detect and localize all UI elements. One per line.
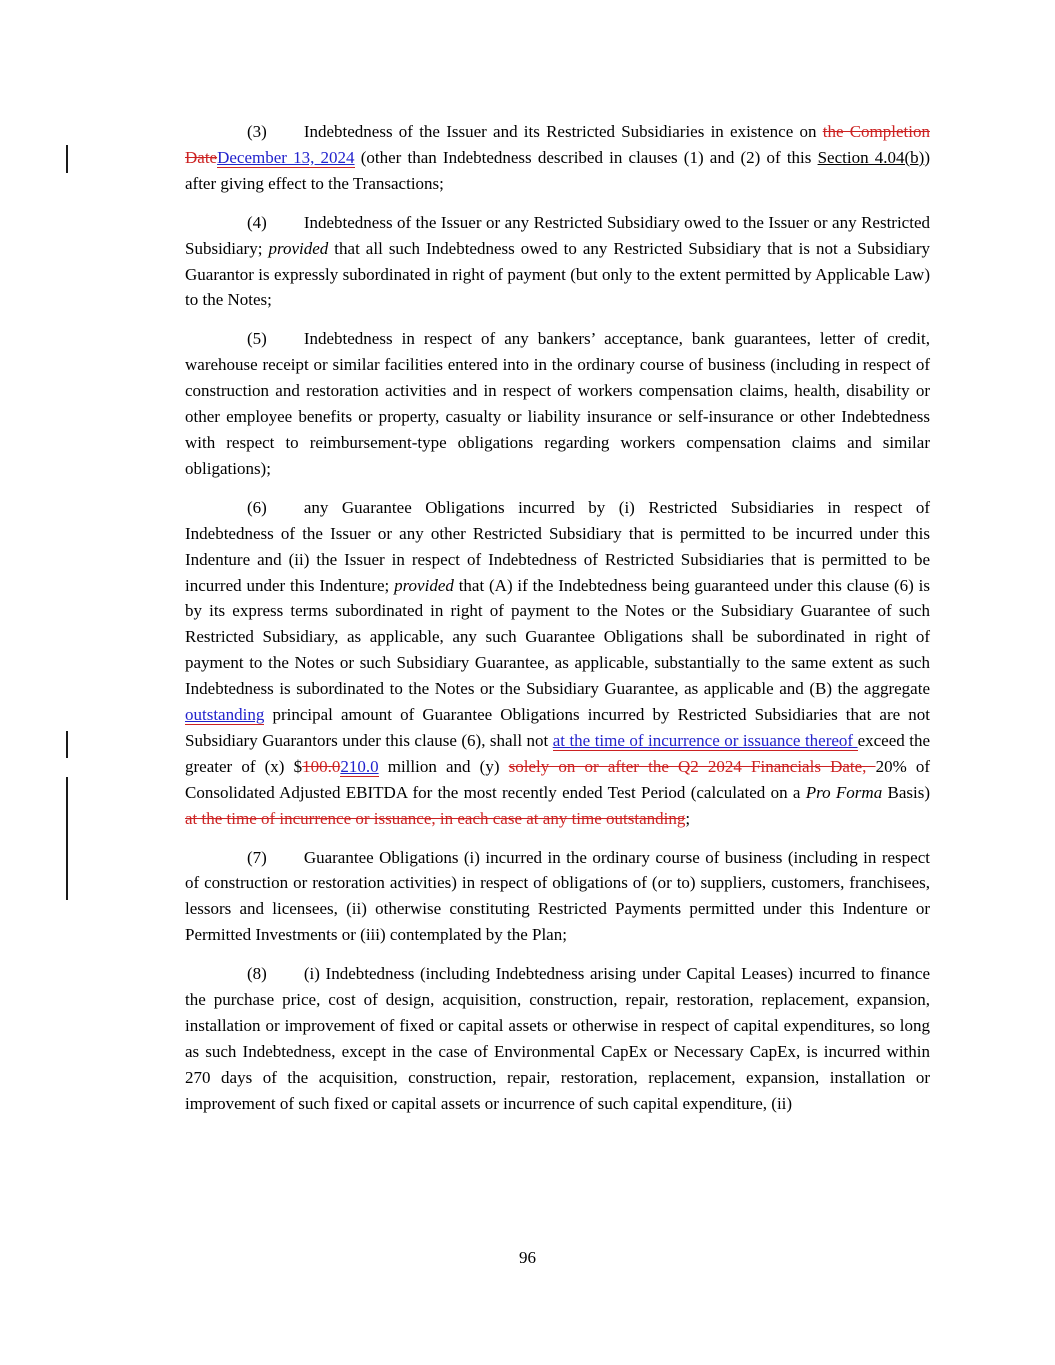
text-segment: Indebtedness of the Issuer and its Restricted Subsidiaries in existence on xyxy=(303,122,823,141)
paragraph-clause-4 xyxy=(185,210,930,314)
clause-number: (6) xyxy=(247,497,267,517)
inserted-text: December 13, 2024 xyxy=(217,147,355,167)
document-body xyxy=(185,119,930,1130)
text-segment: that (A) if the Indebtedness being guaranteed under this clause (6) is by its express terms subordinated in right of payment to the Notes or the Subsidiary Guarantee of such Restricted Subsidiary, as applicable, any such Guarantee Obligations shall be subordinated in right of payment to the Notes or such Subsidiary Guarantee, as applicable, substantially to the same extent as such Indebtedness is subordinated to the Notes or the Subsidiary Guarantee, as applicable and (B) the aggregate xyxy=(185,575,930,699)
text-segment: principal amount of Guarantee Obligations incurred by Restricted Subsidiaries that are not Subsidiary Guarantors under this clause (6), shall not xyxy=(185,705,930,750)
text-segment: (i) Indebtedness (including Indebtedness arising under Capital Leases) incurred to finance the purchase price, cost of design, acquisition, construction, repair, restoration, replacement, expansion, installation or improvement of fixed or capital assets or otherwise in respect of capital expenditures, so long as such Indebtedness, except in the case of Environmental CapEx or Necessary CapEx, is incurred within 270 days of the acquisition, construction, repair, restoration, replacement, expansion, installation or improvement of such fixed or capital assets or incurrence of such capital expenditure, (ii) xyxy=(185,964,930,1113)
change-bar xyxy=(66,145,68,173)
clause-number: (3) xyxy=(247,122,267,141)
text-segment: Basis) xyxy=(882,782,931,802)
clause-number: (8) xyxy=(247,964,267,984)
deleted-text: at the time of incurrence or issuance, in each case at any time outstanding xyxy=(185,808,686,828)
change-bar xyxy=(66,777,68,900)
paragraph-clause-3 xyxy=(185,119,930,197)
paragraph-clause-5 xyxy=(185,326,930,481)
text-segment: ) after giving effect to the Transactions; xyxy=(185,147,930,193)
italic-text: Pro Forma xyxy=(805,782,883,802)
paragraph-clause-8 xyxy=(185,961,930,1116)
text-segment: Guarantee Obligations (i) incurred in the ordinary course of business (including in respect of construction or restoration activities) in respect of obligations of (or to) suppliers, customers, franchisees, lessors and licensees, (ii) otherwise constituting Restricted Payments permitted under this Indenture or Permitted Investments or (iii) contemplated by the Plan; xyxy=(185,847,930,945)
inserted-text: outstanding xyxy=(185,705,265,725)
change-bar xyxy=(66,731,68,758)
italic-text: provided xyxy=(394,575,454,595)
text-segment: Indebtedness in respect of any bankers’ acceptance, bank guarantees, letter of credit, warehouse receipt or similar facilities entered into in the ordinary course of business (including in respect of construction and restoration activities and in respect of workers compensation claims, health, disability or other employee benefits or property, casualty or liability insurance or self-insurance or other Indebtedness with respect to reimbursement-type obligations regarding workers compensation claims and similar obligations); xyxy=(185,329,930,478)
text-segment: 20% of Consolidated Adjusted EBITDA for the most recently ended Test Period (calculated on a xyxy=(185,756,931,802)
section-reference: Section 4.04(b) xyxy=(817,147,925,167)
italic-text: provided xyxy=(268,238,329,258)
deleted-text: solely on or after the Q2 2024 Financials Date, xyxy=(508,756,876,776)
clause-number: (5) xyxy=(247,329,267,349)
text-segment: ; xyxy=(685,808,691,828)
clause-number: (7) xyxy=(247,847,267,867)
paragraph-clause-6 xyxy=(185,495,930,832)
clause-number: (4) xyxy=(247,212,267,232)
page-number: 96 xyxy=(519,1248,536,1267)
deleted-text: the Completion Date xyxy=(185,122,930,167)
text-segment: any Guarantee Obligations incurred by (i) Restricted Subsidiaries in respect of Indebtedness of the Issuer or any other Restricted Subsidiary that is permitted to be incurred under this Indenture and (ii) the Issuer in respect of Indebtedness of Restricted Subsidiaries that is permitted to be incurred under this Indenture; xyxy=(185,497,930,595)
text-segment: (other than Indebtedness described in clauses (1) and (2) of this xyxy=(354,147,818,167)
text-segment: exceed the greater of (x) $ xyxy=(185,730,931,776)
text-segment: that all such Indebtedness owed to any Restricted Subsidiary that is not a Subsidiary Guarantor is expressly subordinated in right of payment (but only to the extent permitted by Applicable Law) to the Notes; xyxy=(185,238,930,310)
inserted-text: 210.0 xyxy=(340,756,379,776)
paragraph-clause-7 xyxy=(185,845,930,949)
text-segment: Indebtedness of the Issuer or any Restricted Subsidiary owed to the Issuer or any Restricted Subsidiary; xyxy=(185,212,930,258)
inserted-text: at the time of incurrence or issuance thereof xyxy=(552,730,858,750)
deleted-text: 100.0 xyxy=(302,756,341,776)
text-segment: million and (y) xyxy=(378,756,509,776)
